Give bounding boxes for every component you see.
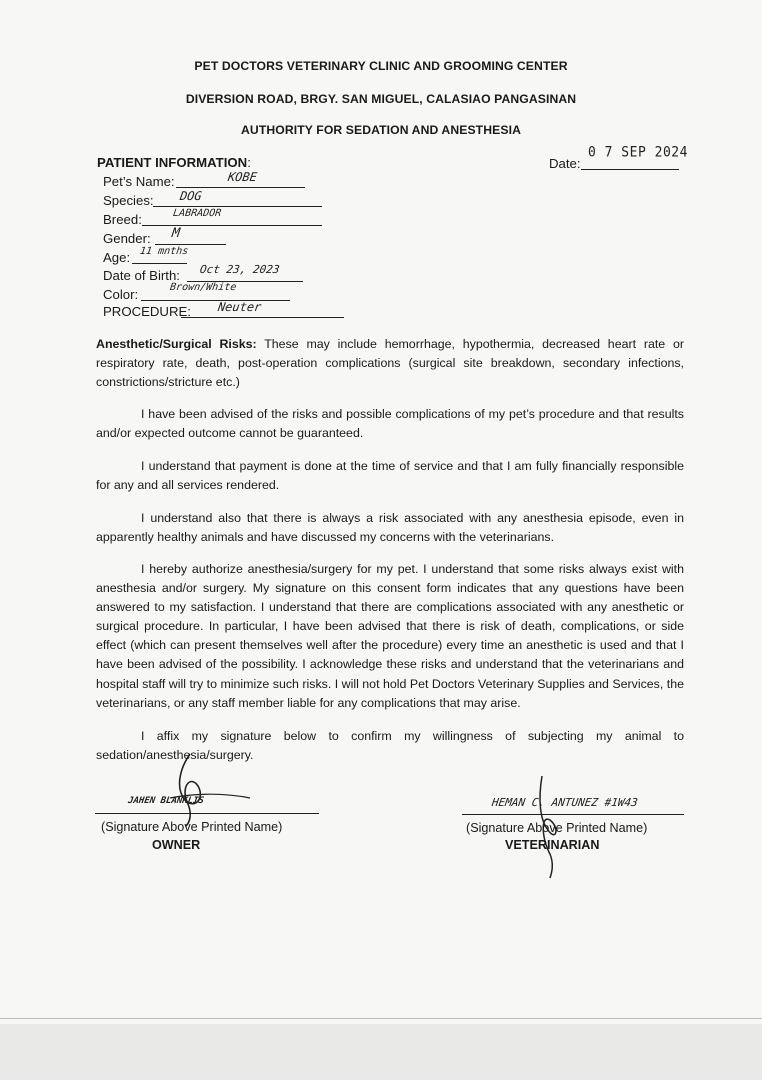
vet-signature-line <box>462 814 684 815</box>
risks-paragraph <box>96 335 684 392</box>
dob-label: Date of Birth: <box>103 268 180 283</box>
owner-signature-scrawl <box>150 748 260 828</box>
procedure-value: Neuter <box>217 300 263 314</box>
age-label: Age: <box>103 250 131 265</box>
scan-background <box>0 1024 762 1080</box>
age-value: 11 mnths <box>139 246 189 257</box>
species-label: Species: <box>103 193 154 208</box>
owner-printed-name: JAHEN BLANKLIS <box>127 796 205 806</box>
vet-printed-name: HEMAN C. ANTUNEZ #1W43 <box>491 796 639 809</box>
pet-name-value: KOBE <box>227 170 258 184</box>
scan-edge <box>0 1018 762 1019</box>
vet-signature-caption: (Signature Above Printed Name) <box>466 821 648 835</box>
patient-info-heading <box>97 155 251 170</box>
risk-awareness-paragraph: I understand also that there is always a risk associated with any anesthesia episode, even in apparently healthy animals and have discussed my concerns with the veterinarians. <box>96 511 684 545</box>
breed-line <box>142 211 322 226</box>
species-line <box>153 192 322 207</box>
gender-value: M <box>170 226 181 241</box>
clinic-name: PET DOCTORS VETERINARY CLINIC AND GROOMING CENTER <box>194 59 568 73</box>
procedure-line <box>181 303 344 318</box>
owner-signature-line <box>95 813 319 814</box>
procedure-label: PROCEDURE: <box>103 304 191 319</box>
date-stamp-value: 0 7 SEP 2024 <box>588 144 688 161</box>
gender-line <box>155 230 226 245</box>
breed-label: Breed: <box>103 212 142 227</box>
owner-signature-caption: (Signature Above Printed Name) <box>101 820 283 834</box>
owner-role-label: OWNER <box>152 838 201 852</box>
species-value: DOG <box>179 189 203 203</box>
color-value: Brown/White <box>169 282 238 293</box>
patient-info-colon: : <box>247 155 251 170</box>
dob-value: Oct 23, 2023 <box>199 263 281 276</box>
clinic-address: DIVERSION ROAD, BRGY. SAN MIGUEL, CALASIAO PANGASINAN <box>185 92 577 106</box>
form-title: AUTHORITY FOR SEDATION AND ANESTHESIA <box>241 123 521 137</box>
authorization-paragraph: I hereby authorize anesthesia/surgery for my pet. I understand that some risks always exist with anesthesia and/or surgery. My signature on this consent form indicates that any questions have been answered to my satisfaction. I understand that there are complications associated with any anesthetic or surgical procedure. In particular, I have been advised that there is risk of death, complications, or side effect (which can present themselves well after the procedure) every time an anesthetic is used and that I have been advised of the possibility. I acknowledge these risks and understand that the veterinarians and hospital staff will try to minimize such risks. I will not hold Pet Doctors Veterinary Supplies and Services, the veterinarians, or any staff member liable for any complications that may arise. <box>96 562 684 710</box>
payment-paragraph: I understand that payment is done at the time of service and that I am fully financially responsible for any and all services rendered. <box>96 459 684 493</box>
gender-label: Gender: <box>103 231 151 246</box>
affix-signature-paragraph: I affix my signature below to confirm my willingness of subjecting my animal to sedation/anesthesia/surgery. <box>96 729 684 763</box>
patient-info-title: PATIENT INFORMATION <box>97 155 248 170</box>
risks-heading: Anesthetic/Surgical Risks: <box>96 337 257 351</box>
vet-role-label: VETERINARIAN <box>505 838 600 852</box>
date-label: Date: <box>549 156 581 171</box>
pet-name-label: Pet’s Name: <box>103 174 175 189</box>
breed-value: LABRADOR <box>172 208 222 219</box>
risks-text: These may include hemorrhage, hypothermia, decreased heart rate or respiratory rate, death, post-operation complications (surgical site breakdown, secondary infections, constrictions/stricture etc.) <box>96 337 684 390</box>
color-label: Color: <box>103 287 139 302</box>
advised-paragraph: I have been advised of the risks and possible complications of my pet’s procedure and that results and/or expected outcome cannot be guaranteed. <box>96 407 684 441</box>
